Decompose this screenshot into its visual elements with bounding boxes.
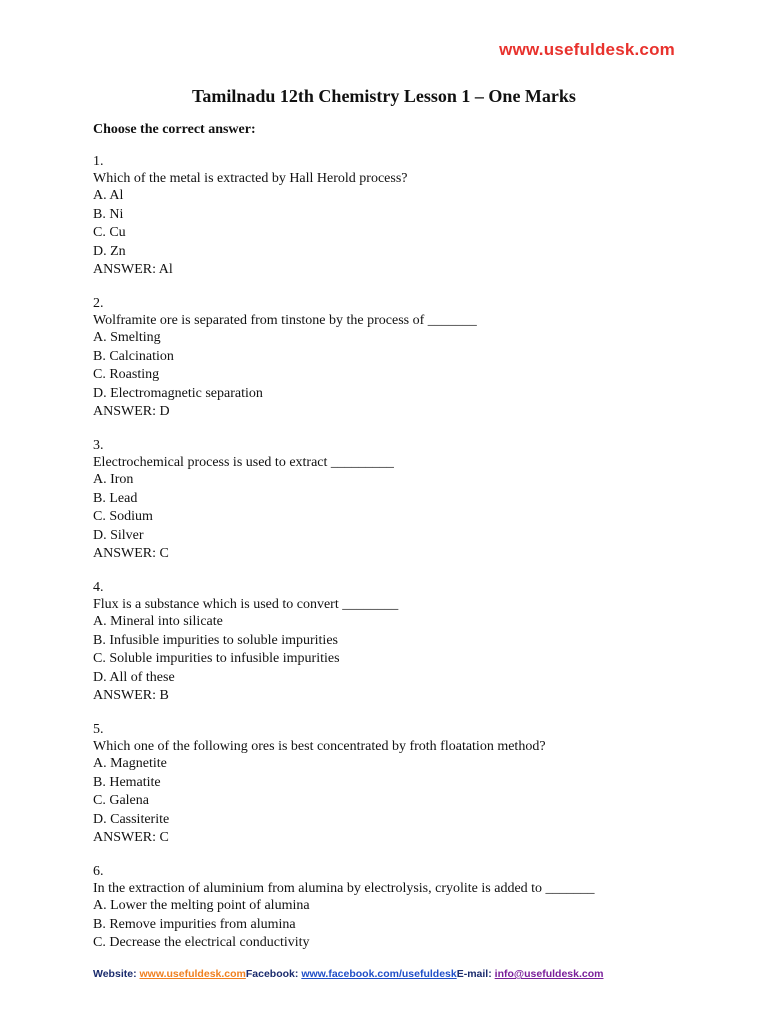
answer-line: ANSWER: B — [93, 688, 169, 703]
answer-option: B. Calcination — [93, 348, 174, 364]
question-number: 3. — [93, 438, 104, 453]
question-text: Which of the metal is extracted by Hall Herold process? — [93, 171, 408, 186]
answer-option: B. Ni — [93, 206, 124, 222]
question-number: 6. — [93, 864, 104, 879]
question-block — [93, 295, 713, 420]
question-text: In the extraction of aluminium from alumina by electrolysis, cryolite is added to _______ — [93, 881, 595, 896]
answer-option: C. Galena — [93, 793, 149, 808]
question-number: 1. — [93, 154, 104, 169]
answer-option: C. Cu — [93, 225, 126, 240]
answer-line: ANSWER: C — [93, 830, 169, 845]
question-list — [93, 153, 713, 968]
site-url-header[interactable]: www.usefuldesk.com — [499, 40, 675, 59]
question-number: 4. — [93, 580, 104, 595]
answer-option: B. Hematite — [93, 774, 161, 790]
document-title: Tamilnadu 12th Chemistry Lesson 1 – One Marks — [192, 86, 576, 106]
page-footer — [93, 968, 604, 980]
footer-facebook-label: Facebook: — [245, 968, 302, 980]
question-number: 5. — [93, 722, 104, 737]
answer-line: ANSWER: C — [93, 546, 169, 561]
question-text: Electrochemical process is used to extract _________ — [93, 455, 394, 470]
answer-option: D. Silver — [93, 527, 144, 543]
answer-option: B. Infusible impurities to soluble impurities — [93, 632, 338, 648]
answer-option: A. Al — [93, 188, 124, 203]
question-block — [93, 437, 713, 562]
footer-website-link[interactable]: www.usefuldesk.com — [139, 968, 246, 980]
answer-line: ANSWER: D — [93, 404, 170, 419]
footer-email-label: E-mail: — [456, 968, 495, 980]
answer-option: A. Lower the melting point of alumina — [93, 898, 310, 913]
question-block — [93, 721, 713, 846]
question-block — [93, 153, 713, 278]
answer-option: D. Zn — [93, 243, 126, 259]
answer-option: C. Sodium — [93, 509, 153, 524]
answer-option: C. Soluble impurities to infusible impurities — [93, 651, 340, 666]
instruction-text: Choose the correct answer: — [93, 122, 256, 137]
footer-website-label: Website: — [93, 968, 140, 980]
answer-option: A. Iron — [93, 472, 134, 487]
answer-option: B. Remove impurities from alumina — [93, 916, 296, 932]
answer-line: ANSWER: Al — [93, 262, 173, 277]
footer-email-link[interactable]: info@usefuldesk.com — [494, 968, 604, 980]
answer-option: A. Mineral into silicate — [93, 614, 223, 629]
answer-option: D. Cassiterite — [93, 811, 170, 827]
answer-option: D. All of these — [93, 669, 175, 685]
answer-option: D. Electromagnetic separation — [93, 385, 263, 401]
answer-option: C. Decrease the electrical conductivity — [93, 935, 310, 950]
footer-facebook-link[interactable]: www.facebook.com/usefuldesk — [301, 968, 457, 980]
question-text: Which one of the following ores is best concentrated by froth floatation method? — [93, 739, 546, 754]
question-block — [93, 863, 713, 951]
answer-option: A. Magnetite — [93, 756, 167, 771]
answer-option: B. Lead — [93, 490, 138, 506]
question-block — [93, 579, 713, 704]
question-text: Flux is a substance which is used to convert ________ — [93, 597, 399, 612]
question-text: Wolframite ore is separated from tinstone by the process of _______ — [93, 313, 477, 328]
question-number: 2. — [93, 296, 104, 311]
answer-option: C. Roasting — [93, 367, 160, 382]
answer-option: A. Smelting — [93, 330, 161, 345]
